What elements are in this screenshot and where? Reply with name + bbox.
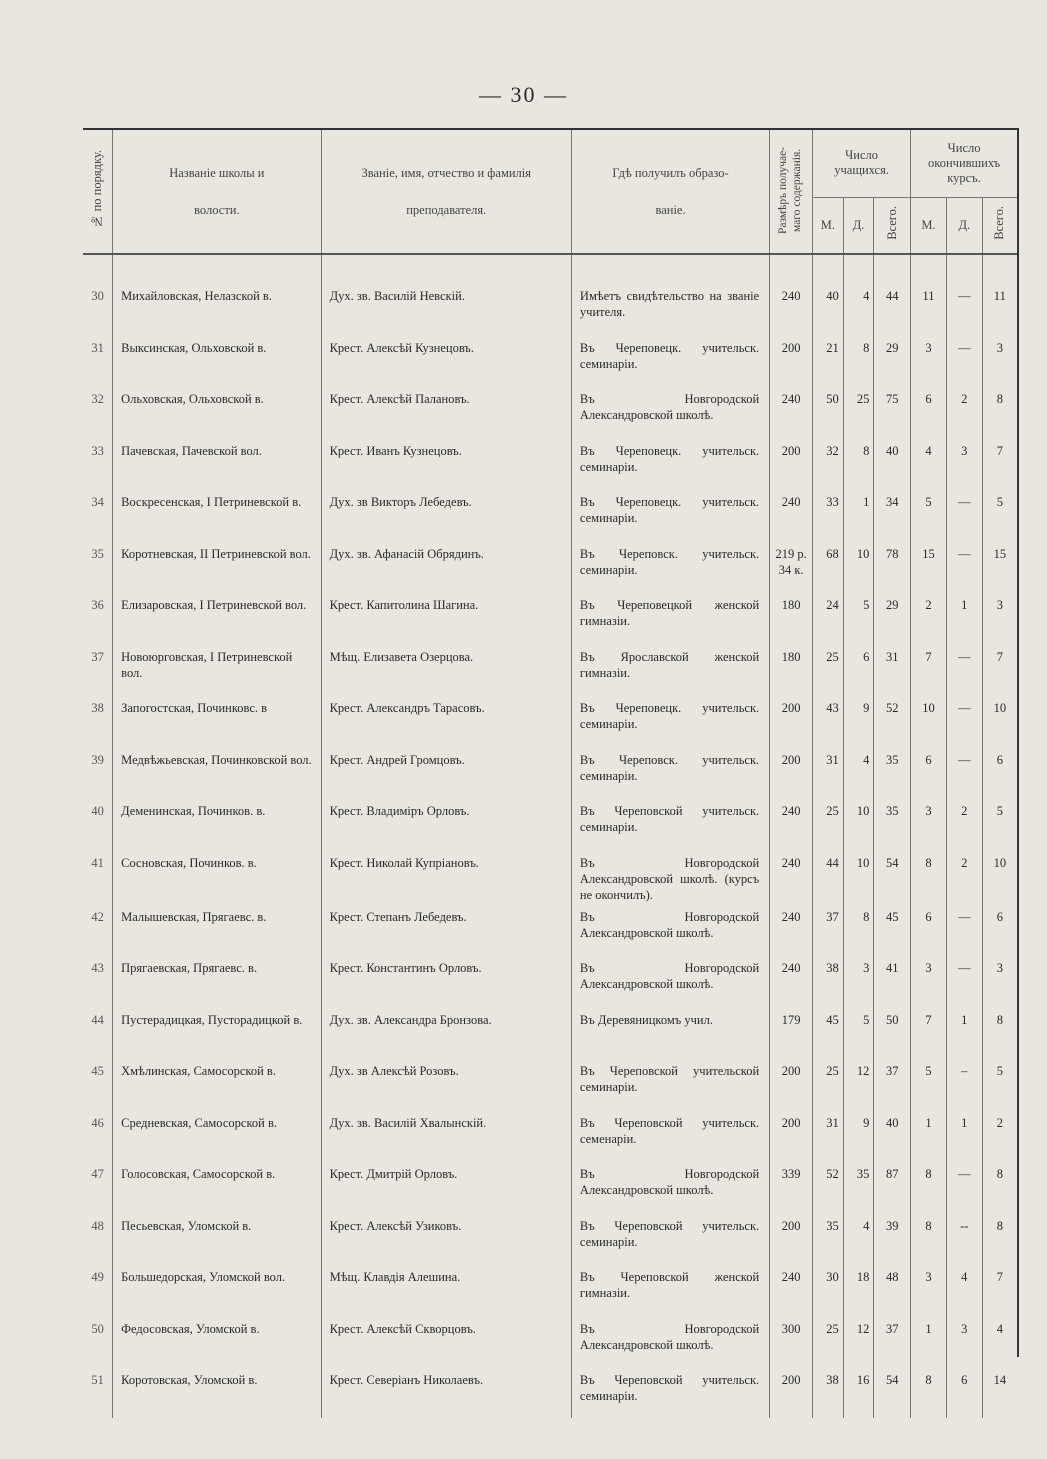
graduates-total: 2 <box>996 1115 1003 1130</box>
teacher-name: Мѣщ. Клавдія Алешина. <box>321 1263 571 1315</box>
graduates-d: 2 <box>946 385 982 437</box>
school-name: Ольховская, Ольховской в. <box>113 385 321 437</box>
table-row <box>83 954 1017 1006</box>
graduates-d: 1 <box>946 591 982 643</box>
col-header-students: Число учащихся. <box>813 130 911 197</box>
students-d: 8 <box>843 437 874 489</box>
row-number: 39 <box>83 746 113 798</box>
teacher-name: Дух. зв. Василій Хвалынскій. <box>321 1109 571 1161</box>
graduates-d: – <box>946 1057 982 1109</box>
salary: 200 <box>770 1212 813 1264</box>
col-header-graduates-total: Всего. <box>982 197 1017 254</box>
table-row <box>83 385 1017 437</box>
students-total: 45 <box>874 903 911 955</box>
students-d: 25 <box>843 385 874 437</box>
school-name: Выксинская, Ольховской в. <box>113 334 321 386</box>
graduates-d: 4 <box>946 1263 982 1315</box>
school-name: Прягаевская, Прягаевс. в. <box>113 954 321 1006</box>
students-m: 50 <box>813 385 844 437</box>
school-name: Песьевская, Уломской в. <box>113 1212 321 1264</box>
students-total: 52 <box>874 694 911 746</box>
students-total: 48 <box>874 1263 911 1315</box>
col-header-teacher: Званіе, имя, отчество и фамилія преподавателя. <box>321 130 571 254</box>
table-row <box>83 797 1017 849</box>
salary: 200 <box>770 1057 813 1109</box>
students-m: 45 <box>813 1006 844 1058</box>
graduates-m: 3 <box>911 954 947 1006</box>
teacher-name: Дух. зв. Афанасій Обрядинъ. <box>321 540 571 592</box>
graduates-m: 3 <box>911 1263 947 1315</box>
school-name: Запогостская, Починковс. в <box>113 694 321 746</box>
education: Въ Череповецк. учительск. семинаріи. <box>571 694 769 746</box>
col-header-students-d: Д. <box>843 197 874 254</box>
table-row <box>83 282 1017 334</box>
salary: 240 <box>770 488 813 540</box>
teacher-name: Мѣщ. Елизавета Озерцова. <box>321 643 571 695</box>
school-name: Медвѣжьевская, Починковской вол. <box>113 746 321 798</box>
students-d: 5 <box>843 591 874 643</box>
salary: 200 <box>770 746 813 798</box>
students-total: 40 <box>874 437 911 489</box>
graduates-total: 8 <box>996 1167 1003 1181</box>
table-row <box>83 643 1017 695</box>
graduates-total: 8 <box>996 1218 1003 1233</box>
row-number: 36 <box>83 591 113 643</box>
school-name: Хмѣлинская, Самосорской в. <box>113 1057 321 1109</box>
schools-table-frame <box>83 128 1019 1403</box>
students-m: 40 <box>813 282 844 334</box>
graduates-total: 4 <box>996 1321 1003 1336</box>
students-m: 25 <box>813 643 844 695</box>
students-d: 9 <box>843 694 874 746</box>
school-name: Новоюрговская, I Петриневской вол. <box>113 643 321 695</box>
salary: 200 <box>770 437 813 489</box>
teacher-name: Дух. зв Викторъ Лебедевъ. <box>321 488 571 540</box>
table-row <box>83 1366 1017 1418</box>
col-header-students-m: М. <box>813 197 844 254</box>
salary: 180 <box>770 591 813 643</box>
row-number: 47 <box>83 1160 113 1212</box>
students-d: 3 <box>843 954 874 1006</box>
row-number: 45 <box>83 1057 113 1109</box>
school-name: Сосновская, Починков. в. <box>113 849 321 903</box>
col-header-students-total: Всего. <box>874 197 911 254</box>
row-number: 33 <box>83 437 113 489</box>
students-total: 40 <box>874 1109 911 1161</box>
schools-table <box>83 130 1017 1418</box>
graduates-m: 6 <box>911 746 947 798</box>
graduates-m: 1 <box>911 1109 947 1161</box>
graduates-d: — <box>946 1160 982 1212</box>
col-header-salary: Размѣръ получае-маго содержанія. <box>770 130 813 254</box>
row-number: 32 <box>83 385 113 437</box>
graduates-d: 1 <box>946 1006 982 1058</box>
teacher-name: Крест. Северіанъ Николаевъ. <box>321 1366 571 1418</box>
teacher-name: Крест. Степанъ Лебедевъ. <box>321 903 571 955</box>
students-d: 8 <box>843 334 874 386</box>
graduates-d: 6 <box>946 1366 982 1418</box>
graduates-total: 5 <box>996 804 1003 818</box>
graduates-total: 11 <box>993 289 1006 303</box>
students-m: 37 <box>813 903 844 955</box>
graduates-total: 14 <box>993 1373 1007 1387</box>
salary: 179 <box>770 1006 813 1058</box>
graduates-m: 4 <box>911 437 947 489</box>
students-total: 54 <box>874 849 911 903</box>
students-m: 32 <box>813 437 844 489</box>
students-d: 5 <box>843 1006 874 1058</box>
row-number: 51 <box>83 1366 113 1418</box>
graduates-m: 7 <box>911 1006 947 1058</box>
row-number: 35 <box>83 540 113 592</box>
graduates-d: — <box>946 643 982 695</box>
table-row <box>83 1160 1017 1212</box>
graduates-total: 5 <box>996 495 1003 509</box>
graduates-total: 10 <box>993 701 1007 715</box>
education: Въ Новгородской Александровской школѣ. (курсъ не окончилъ). <box>571 849 769 903</box>
graduates-m: 6 <box>911 903 947 955</box>
col-header-education: Гдѣ получилъ образо- ваніе. <box>571 130 769 254</box>
students-m: 68 <box>813 540 844 592</box>
row-number: 41 <box>83 849 113 903</box>
salary: 240 <box>770 849 813 903</box>
row-number: 46 <box>83 1109 113 1161</box>
students-total: 44 <box>874 282 911 334</box>
teacher-name: Дух. зв. Василій Невскій. <box>321 282 571 334</box>
students-total: 78 <box>874 540 911 592</box>
education: Въ Череповецк. учительск. семинаріи. <box>571 334 769 386</box>
education: Имѣетъ свидѣтельство на званіе учителя. <box>571 282 769 334</box>
graduates-total: 3 <box>996 340 1003 355</box>
education: Въ Череповецк. учительск. семинаріи. <box>571 488 769 540</box>
teacher-name: Крест. Константинъ Орловъ. <box>321 954 571 1006</box>
row-number: 44 <box>83 1006 113 1058</box>
teacher-name: Крест. Алексѣй Кузнецовъ. <box>321 334 571 386</box>
students-m: 25 <box>813 1057 844 1109</box>
students-d: 35 <box>843 1160 874 1212</box>
school-name: Деменинская, Починков. в. <box>113 797 321 849</box>
graduates-total: 3 <box>996 598 1003 612</box>
education: Въ Череповской учительск. семинаріи. <box>571 797 769 849</box>
graduates-d: — <box>946 282 982 334</box>
students-total: 34 <box>874 488 911 540</box>
education: Въ Череповской учительской семинаріи. <box>571 1057 769 1109</box>
row-number: 34 <box>83 488 113 540</box>
graduates-d: — <box>946 488 982 540</box>
salary: 240 <box>770 903 813 955</box>
table-row <box>83 591 1017 643</box>
graduates-total: 7 <box>996 649 1003 664</box>
graduates-m: 3 <box>911 797 947 849</box>
students-total: 50 <box>874 1006 911 1058</box>
row-number: 43 <box>83 954 113 1006</box>
school-name: Воскресенская, I Петриневской в. <box>113 488 321 540</box>
students-d: 6 <box>843 643 874 695</box>
graduates-d: — <box>946 540 982 592</box>
students-total: 87 <box>874 1160 911 1212</box>
students-d: 12 <box>843 1057 874 1109</box>
row-number: 38 <box>83 694 113 746</box>
education: Въ Новгородской Александровской школѣ. <box>571 1160 769 1212</box>
students-total: 31 <box>874 643 911 695</box>
students-d: 10 <box>843 540 874 592</box>
teacher-name: Крест. Капитолина Шагина. <box>321 591 571 643</box>
salary: 200 <box>770 334 813 386</box>
school-name: Федосовская, Уломской в. <box>113 1315 321 1367</box>
students-m: 31 <box>813 746 844 798</box>
students-total: 37 <box>874 1315 911 1367</box>
graduates-d: 1 <box>946 1109 982 1161</box>
page-number: — 30 — <box>479 82 568 107</box>
students-total: 37 <box>874 1057 911 1109</box>
education: Въ Ярославской женской гимназіи. <box>571 643 769 695</box>
graduates-d: -- <box>946 1212 982 1264</box>
graduates-d: 3 <box>946 1315 982 1367</box>
students-d: 8 <box>843 903 874 955</box>
graduates-total: 7 <box>996 1270 1003 1284</box>
table-row <box>83 334 1017 386</box>
graduates-d: — <box>946 746 982 798</box>
table-spacer <box>83 254 1017 282</box>
graduates-total: 8 <box>996 1012 1003 1027</box>
salary: 240 <box>770 797 813 849</box>
graduates-m: 8 <box>911 1366 947 1418</box>
students-d: 1 <box>843 488 874 540</box>
school-name: Голосовская, Самосорской в. <box>113 1160 321 1212</box>
col-header-school: Названіе школы и волости. <box>113 130 321 254</box>
graduates-total: 7 <box>996 443 1003 458</box>
graduates-m: 8 <box>911 1212 947 1264</box>
graduates-total: 10 <box>993 855 1007 870</box>
teacher-name: Крест. Андрей Громцовъ. <box>321 746 571 798</box>
students-d: 16 <box>843 1366 874 1418</box>
education: Въ Череповской учительск. семенаріи. <box>571 1109 769 1161</box>
students-total: 39 <box>874 1212 911 1264</box>
col-header-number: № по порядку. <box>83 130 113 254</box>
students-total: 54 <box>874 1366 911 1418</box>
table-row <box>83 1006 1017 1058</box>
table-row <box>83 746 1017 798</box>
graduates-m: 15 <box>911 540 947 592</box>
table-row <box>83 1212 1017 1264</box>
students-m: 31 <box>813 1109 844 1161</box>
graduates-m: 8 <box>911 849 947 903</box>
education: Въ Череповск. учительск. семинаріи. <box>571 540 769 592</box>
salary: 240 <box>770 954 813 1006</box>
salary: 180 <box>770 643 813 695</box>
school-name: Большедорская, Уломской вол. <box>113 1263 321 1315</box>
education: Въ Новгородской Александровской школѣ. <box>571 903 769 955</box>
students-total: 75 <box>874 385 911 437</box>
graduates-d: 2 <box>946 797 982 849</box>
students-m: 44 <box>813 849 844 903</box>
school-name: Пустерадицкая, Пусторадицкой в. <box>113 1006 321 1058</box>
row-number: 31 <box>83 334 113 386</box>
salary: 300 <box>770 1315 813 1367</box>
col-header-graduates: Число окончившихъ курсъ. <box>911 130 1017 197</box>
teacher-name: Крест. Алексѣй Палановъ. <box>321 385 571 437</box>
education: Въ Череповской учительск. семинаріи. <box>571 1212 769 1264</box>
graduates-m: 3 <box>911 334 947 386</box>
graduates-d: — <box>946 954 982 1006</box>
students-m: 38 <box>813 1366 844 1418</box>
education: Въ Череповск. учительск. семинаріи. <box>571 746 769 798</box>
graduates-d: 3 <box>946 437 982 489</box>
graduates-total: 15 <box>993 546 1007 561</box>
teacher-name: Крест. Иванъ Кузнецовъ. <box>321 437 571 489</box>
salary: 240 <box>770 282 813 334</box>
school-name: Коротневская, II Петриневской вол. <box>113 540 321 592</box>
graduates-d: — <box>946 694 982 746</box>
students-d: 18 <box>843 1263 874 1315</box>
table-row <box>83 540 1017 592</box>
graduates-total: 8 <box>996 392 1003 406</box>
graduates-total: 6 <box>996 909 1003 924</box>
salary: 219 р. 34 к. <box>770 540 813 592</box>
teacher-name: Крест. Алексѣй Скворцовъ. <box>321 1315 571 1367</box>
education: Въ Череповецкой женской гимназіи. <box>571 591 769 643</box>
col-header-graduates-m: М. <box>911 197 947 254</box>
table-row <box>83 1109 1017 1161</box>
graduates-total: 5 <box>996 1064 1003 1078</box>
school-name: Средневская, Самосорской в. <box>113 1109 321 1161</box>
education: Въ Новгородской Александровской школѣ. <box>571 1315 769 1367</box>
teacher-name: Крест. Алексѣй Узиковъ. <box>321 1212 571 1264</box>
row-number: 37 <box>83 643 113 695</box>
table-row <box>83 694 1017 746</box>
students-m: 43 <box>813 694 844 746</box>
salary: 240 <box>770 1263 813 1315</box>
graduates-m: 5 <box>911 1057 947 1109</box>
salary: 339 <box>770 1160 813 1212</box>
students-d: 10 <box>843 797 874 849</box>
teacher-name: Крест. Дмитрій Орловъ. <box>321 1160 571 1212</box>
row-number: 49 <box>83 1263 113 1315</box>
table-row <box>83 488 1017 540</box>
teacher-name: Крест. Владиміръ Орловъ. <box>321 797 571 849</box>
students-m: 38 <box>813 954 844 1006</box>
table-row <box>83 849 1017 903</box>
graduates-m: 7 <box>911 643 947 695</box>
row-number: 40 <box>83 797 113 849</box>
students-total: 35 <box>874 746 911 798</box>
table-row <box>83 1263 1017 1315</box>
school-name: Коротовская, Уломской в. <box>113 1366 321 1418</box>
students-m: 52 <box>813 1160 844 1212</box>
table-row <box>83 1315 1017 1367</box>
education: Въ Череповецк. учительск. семинаріи. <box>571 437 769 489</box>
graduates-d: — <box>946 903 982 955</box>
students-d: 4 <box>843 1212 874 1264</box>
graduates-m: 2 <box>911 591 947 643</box>
education: Въ Деревяницкомъ учил. <box>571 1006 769 1058</box>
graduates-total: 6 <box>996 752 1003 767</box>
graduates-m: 11 <box>911 282 947 334</box>
salary: 200 <box>770 1109 813 1161</box>
row-number: 30 <box>83 282 113 334</box>
col-header-graduates-d: Д. <box>946 197 982 254</box>
education: Въ Новгородской Александровской школѣ. <box>571 954 769 1006</box>
teacher-name: Крест. Николай Купріановъ. <box>321 849 571 903</box>
row-number: 48 <box>83 1212 113 1264</box>
teacher-name: Крест. Александръ Тарасовъ. <box>321 694 571 746</box>
graduates-m: 6 <box>911 385 947 437</box>
students-total: 41 <box>874 954 911 1006</box>
graduates-d: 2 <box>946 849 982 903</box>
table-row <box>83 1057 1017 1109</box>
graduates-m: 10 <box>911 694 947 746</box>
students-m: 30 <box>813 1263 844 1315</box>
graduates-total: 3 <box>996 961 1003 975</box>
school-name: Малышевская, Прягаевс. в. <box>113 903 321 955</box>
salary: 200 <box>770 694 813 746</box>
students-total: 35 <box>874 797 911 849</box>
students-m: 25 <box>813 1315 844 1367</box>
students-d: 10 <box>843 849 874 903</box>
graduates-m: 1 <box>911 1315 947 1367</box>
teacher-name: Дух. зв. Александра Бронзова. <box>321 1006 571 1058</box>
students-total: 29 <box>874 334 911 386</box>
students-m: 35 <box>813 1212 844 1264</box>
school-name: Елизаровская, I Петриневской вол. <box>113 591 321 643</box>
graduates-m: 5 <box>911 488 947 540</box>
row-number: 42 <box>83 903 113 955</box>
graduates-d: — <box>946 334 982 386</box>
education: Въ Новгородской Александровской школѣ. <box>571 385 769 437</box>
education: Въ Череповской женской гимназіи. <box>571 1263 769 1315</box>
table-row <box>83 437 1017 489</box>
students-m: 25 <box>813 797 844 849</box>
students-total: 29 <box>874 591 911 643</box>
students-d: 12 <box>843 1315 874 1367</box>
row-number: 50 <box>83 1315 113 1367</box>
students-d: 9 <box>843 1109 874 1161</box>
school-name: Михайловская, Нелазской в. <box>113 282 321 334</box>
salary: 200 <box>770 1366 813 1418</box>
students-m: 24 <box>813 591 844 643</box>
table-row <box>83 903 1017 955</box>
graduates-m: 8 <box>911 1160 947 1212</box>
salary: 240 <box>770 385 813 437</box>
students-d: 4 <box>843 746 874 798</box>
students-d: 4 <box>843 282 874 334</box>
students-m: 33 <box>813 488 844 540</box>
students-m: 21 <box>813 334 844 386</box>
school-name: Пачевская, Пачевской вол. <box>113 437 321 489</box>
teacher-name: Дух. зв Алексѣй Розовъ. <box>321 1057 571 1109</box>
education: Въ Череповской учительск. семинаріи. <box>571 1366 769 1418</box>
